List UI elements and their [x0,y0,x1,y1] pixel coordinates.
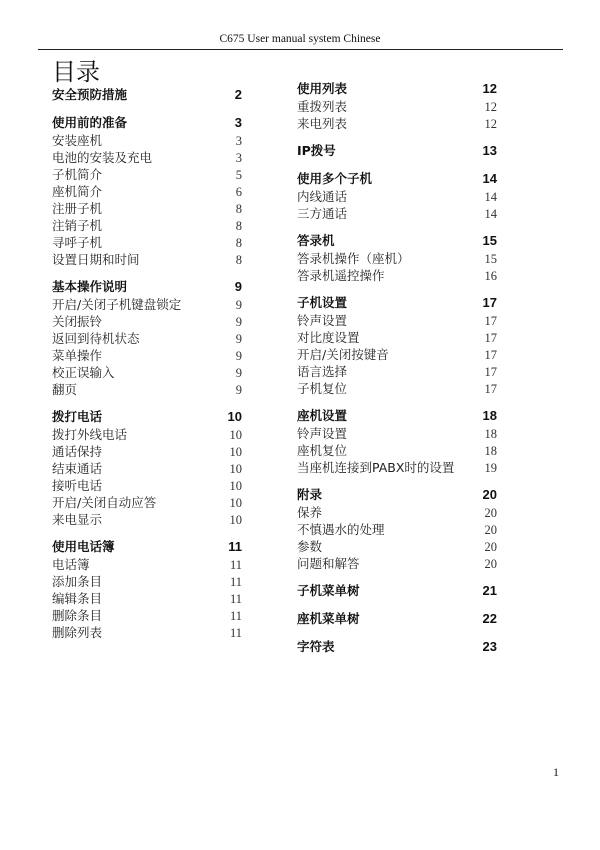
toc-chapter-page: 18 [482,408,497,423]
toc-entry-page: 9 [235,332,242,346]
toc-entry-page: 9 [235,366,242,380]
toc-section [297,79,497,132]
toc-entry-label: 通话保持 [52,444,103,459]
toc-chapter-page: 15 [482,233,497,248]
toc-entry-label: 开启/关闭自动应答 [52,495,157,510]
toc-entry-label: 三方通话 [297,206,348,221]
toc-chapter-entry[interactable] [52,85,242,104]
toc-entry[interactable] [297,442,497,459]
toc-chapter-page: 9 [234,279,242,294]
toc-entry-label: 注册子机 [52,201,103,216]
toc-entry-page: 15 [484,252,497,266]
toc-entry-label: 翻页 [52,382,78,397]
toc-entry[interactable] [52,313,242,330]
toc-chapter-page: 14 [482,171,497,186]
toc-section [52,277,242,398]
toc-chapter-entry[interactable] [52,407,242,426]
toc-entry[interactable] [297,555,497,572]
toc-entry-label: 对比度设置 [297,330,360,345]
toc-entry-label: 来电列表 [297,116,348,131]
toc-entry[interactable] [52,251,242,268]
toc-entry-page: 20 [484,523,497,537]
toc-entry-page: 9 [235,349,242,363]
toc-entry[interactable] [297,329,497,346]
toc-chapter-title: 使用前的准备 [52,115,128,130]
toc-entry[interactable] [52,556,242,573]
toc-entry[interactable] [52,149,242,166]
toc-entry-page: 14 [484,190,497,204]
toc-entry-page: 10 [229,445,242,459]
toc-chapter-page: 22 [482,611,497,626]
toc-chapter-title: 安全预防措施 [52,87,128,102]
toc-entry[interactable] [52,330,242,347]
page-number: 1 [553,765,559,779]
toc-entry-page: 6 [235,185,242,199]
toc-entry-page: 10 [229,462,242,476]
toc-entry[interactable] [297,346,497,363]
toc-chapter-entry[interactable] [297,406,497,425]
toc-chapter-page: 3 [234,115,242,130]
toc-chapter-title: 子机菜单树 [297,583,360,598]
toc-entry-label: 校正误输入 [52,365,115,380]
toc-entry-page: 17 [484,365,497,379]
toc-entry[interactable] [297,425,497,442]
toc-entry-label: 参数 [297,539,323,554]
toc-chapter-page: 20 [482,487,497,502]
toc-entry[interactable] [52,426,242,443]
toc-entry-label: 设置日期和时间 [52,252,140,267]
toc-entry-label: 当座机连接到PABX时的设置 [297,460,455,475]
toc-entry[interactable] [297,115,497,132]
toc-chapter-title: 使用电话簿 [52,539,115,554]
toc-entry-page: 17 [484,382,497,396]
toc-entry-page: 9 [235,383,242,397]
toc-entry-label: 铃声设置 [297,313,348,328]
toc-section [297,169,497,222]
toc-entry[interactable] [52,573,242,590]
toc-chapter-page: 17 [482,295,497,310]
toc-chapter-entry[interactable] [52,537,242,556]
toc-entry[interactable] [297,267,497,284]
toc-section [52,113,242,268]
toc-entry[interactable] [52,347,242,364]
toc-entry-label: 开启/关闭子机键盘锁定 [52,297,182,312]
toc-entry-label: 保养 [297,505,323,520]
running-header: C675 User manual system Chinese [219,33,381,45]
toc-entry-page: 11 [229,558,242,572]
toc-entry-page: 14 [484,207,497,221]
toc-entry-page: 5 [235,168,242,182]
toc-chapter-entry[interactable] [297,231,497,250]
toc-entry-label: 电池的安装及充电 [52,150,153,165]
toc-chapter-page: 13 [482,143,497,158]
toc-entry-page: 20 [484,540,497,554]
toc-chapter-title: 拨打电话 [52,409,103,424]
toc-chapter-entry[interactable] [297,485,497,504]
toc-entry[interactable] [297,521,497,538]
toc-section [297,485,497,572]
toc-entry-label: 电话簿 [52,557,90,572]
toc-entry[interactable] [52,511,242,528]
toc-entry-page: 20 [484,557,497,571]
toc-entry-page: 18 [484,444,497,458]
toc-entry[interactable] [52,381,242,398]
toc-entry[interactable] [297,538,497,555]
toc-entry-page: 10 [229,428,242,442]
toc-entry[interactable] [297,363,497,380]
toc-entry[interactable] [52,166,242,183]
toc-entry-label: 删除列表 [52,625,103,640]
toc-entry[interactable] [52,590,242,607]
toc-entry-label: 安装座机 [52,133,103,148]
toc-chapter-entry[interactable] [297,581,497,600]
toc-entry-page: 3 [235,151,242,165]
toc-chapter-title: 座机菜单树 [297,611,360,626]
toc-entry[interactable] [297,250,497,267]
toc-entry-label: 座机复位 [297,443,348,458]
toc-entry-label: 答录机操作（座机） [297,251,410,266]
toc-entry-page: 19 [484,461,497,475]
toc-entry[interactable] [52,477,242,494]
toc-entry[interactable] [52,494,242,511]
toc-entry[interactable] [52,296,242,313]
toc-entry[interactable] [297,312,497,329]
toc-entry-label: 内线通话 [297,189,348,204]
toc-chapter-title: 使用列表 [297,81,348,96]
toc-entry-label: 返回到待机状态 [52,331,140,346]
toc-entry[interactable] [297,459,497,476]
toc-entry-page: 9 [235,298,242,312]
toc-chapter-title: 基本操作说明 [52,279,128,294]
toc-entry-page: 8 [235,202,242,216]
toc-section [297,581,497,600]
header-rule [38,49,563,50]
toc-entry-label: 编辑条目 [52,591,103,606]
toc-entry-label: 问题和解答 [297,556,360,571]
toc-entry-page: 11 [229,575,242,589]
toc-entry[interactable] [52,443,242,460]
toc-entry-page: 11 [229,609,242,623]
toc-chapter-page: 21 [482,583,497,598]
toc-left-column [52,85,242,650]
toc-entry-page: 20 [484,506,497,520]
toc-entry-label: 接听电话 [52,478,103,493]
toc-entry-page: 11 [229,592,242,606]
toc-entry-label: 开启/关闭按键音 [297,347,389,362]
toc-chapter-page: 23 [482,639,497,654]
toc-entry[interactable] [297,188,497,205]
toc-chapter-entry[interactable] [52,113,242,132]
toc-chapter-title: 子机设置 [297,295,348,310]
toc-chapter-entry[interactable] [297,79,497,98]
toc-entry-label: 铃声设置 [297,426,348,441]
toc-entry-page: 12 [484,117,497,131]
toc-entry-page: 10 [229,479,242,493]
toc-entry[interactable] [52,217,242,234]
toc-chapter-title: 座机设置 [297,408,348,423]
toc-entry[interactable] [297,504,497,521]
toc-entry[interactable] [297,98,497,115]
toc-entry-label: 来电显示 [52,512,103,527]
toc-entry-page: 17 [484,314,497,328]
toc-entry-page: 12 [484,100,497,114]
toc-chapter-title: 附录 [297,487,323,502]
toc-entry-label: 不慎遇水的处理 [297,522,385,537]
toc-entry-label: 关闭振铃 [52,314,103,329]
toc-chapter-entry[interactable] [297,609,497,628]
toc-entry-label: 座机简介 [52,184,103,199]
toc-entry-label: 语言选择 [297,364,348,379]
toc-entry-page: 10 [229,513,242,527]
toc-section [52,407,242,528]
toc-entry-page: 18 [484,427,497,441]
toc-entry-page: 17 [484,348,497,362]
toc-entry-page: 17 [484,331,497,345]
toc-chapter-title: IP拨号 [297,143,336,158]
toc-chapter-page: 2 [234,87,242,102]
toc-section [297,406,497,476]
toc-entry-label: 答录机遥控操作 [297,268,385,283]
toc-entry-page: 3 [235,134,242,148]
toc-entry-page: 10 [229,496,242,510]
toc-chapter-entry[interactable] [297,141,497,160]
toc-entry[interactable] [297,380,497,397]
toc-entry-page: 8 [235,253,242,267]
toc-entry-page: 16 [484,269,497,283]
toc-entry-label: 删除条目 [52,608,103,623]
toc-entry-label: 子机复位 [297,381,348,396]
toc-chapter-entry[interactable] [297,169,497,188]
toc-entry-label: 重拨列表 [297,99,348,114]
toc-section [297,141,497,160]
toc-section [52,85,242,104]
toc-section [297,609,497,628]
toc-section [297,231,497,284]
toc-entry[interactable] [52,607,242,624]
toc-section [297,293,497,397]
toc-entry-label: 子机简介 [52,167,103,182]
toc-entry-page: 9 [235,315,242,329]
toc-chapter-page: 10 [227,409,242,424]
toc-entry-label: 寻呼子机 [52,235,103,250]
toc-entry-label: 结束通话 [52,461,103,476]
toc-entry-page: 11 [229,626,242,640]
toc-entry-page: 8 [235,236,242,250]
toc-entry-label: 拨打外线电话 [52,427,128,442]
toc-chapter-entry[interactable] [297,637,497,656]
toc-chapter-page: 11 [228,539,242,554]
toc-chapter-title: 字符表 [297,639,335,654]
toc-entry-label: 注销子机 [52,218,103,233]
toc-chapter-title: 使用多个子机 [297,171,373,186]
toc-right-column [297,79,497,665]
toc-entry[interactable] [52,364,242,381]
toc-title: 目录 [52,58,100,86]
toc-chapter-page: 12 [482,81,497,96]
toc-entry[interactable] [52,132,242,149]
toc-section [297,637,497,656]
toc-entry-page: 8 [235,219,242,233]
toc-entry-label: 菜单操作 [52,348,103,363]
toc-chapter-entry[interactable] [297,293,497,312]
toc-entry-label: 添加条目 [52,574,103,589]
toc-entry[interactable] [52,460,242,477]
toc-section [52,537,242,641]
toc-entry[interactable] [297,205,497,222]
toc-entry[interactable] [52,200,242,217]
toc-chapter-title: 答录机 [297,233,335,248]
toc-entry[interactable] [52,234,242,251]
toc-chapter-entry[interactable] [52,277,242,296]
toc-entry[interactable] [52,183,242,200]
toc-entry[interactable] [52,624,242,641]
